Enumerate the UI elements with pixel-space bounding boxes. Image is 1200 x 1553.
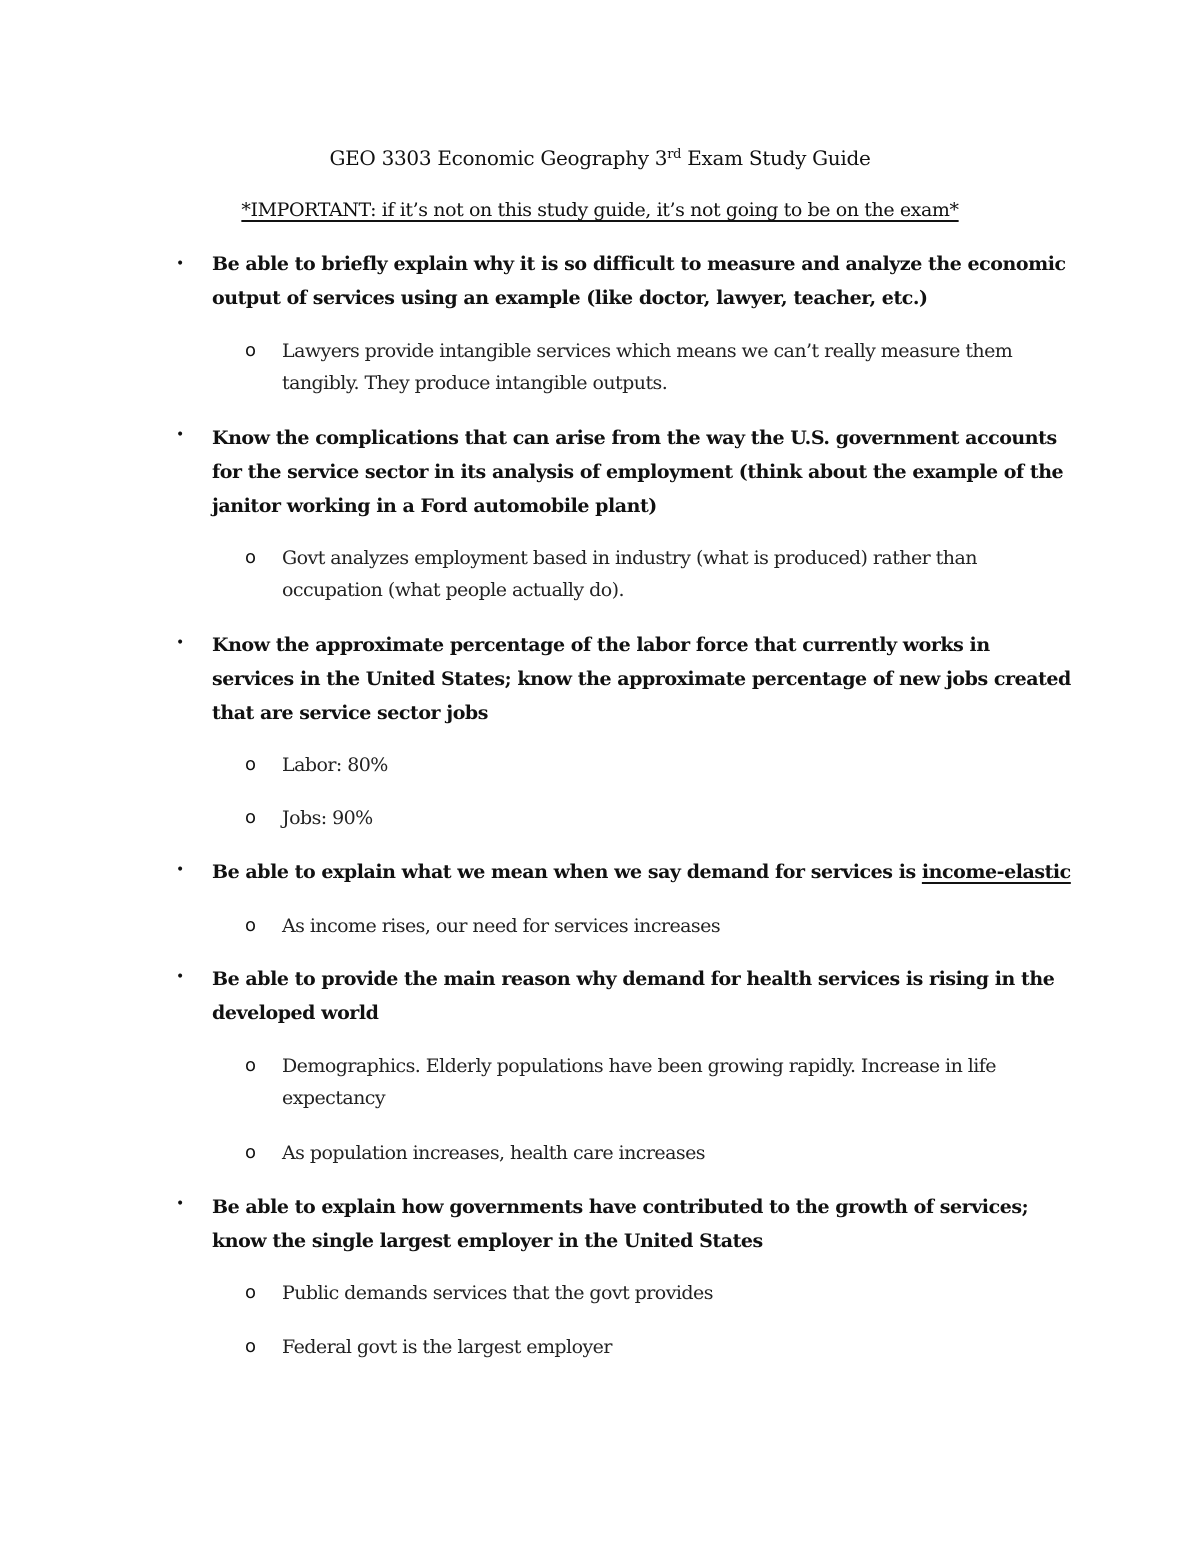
answer-2-1: Govt analyzes employment based in industry (what is produced) rather than occupation (what people actually do). [282,547,977,601]
sub-bullet-icon: o [245,1055,257,1076]
bullet-icon: • [176,427,185,443]
bullet-icon: • [176,635,185,651]
bullet-icon: • [176,256,185,272]
answer-3-1: Labor: 80% [282,754,388,776]
bullet-icon: • [176,862,185,878]
bullet-icon: • [176,1196,185,1212]
document-title [0,142,1200,174]
sub-bullet-icon: o [245,807,257,828]
answer-5-1: Demographics. Elderly populations have been growing rapidly. Increase in life expectancy [282,1055,996,1109]
question-2: Know the complications that can arise from the way the U.S. government accounts for the service sector in its analysis of employment (think about the example of the janitor working in a Ford automobile plant) [212,427,1064,517]
answer-6-1: Public demands services that the govt provides [282,1282,713,1304]
sub-bullet-icon: o [245,915,257,936]
title-rest: Exam Study Guide [681,146,871,170]
title-main: GEO 3303 Economic Geography 3 [329,146,668,170]
title-superscript: rd [667,147,682,162]
sub-bullet-icon: o [245,1142,257,1163]
question-3: Know the approximate percentage of the labor force that currently works in services in the United States; know the approximate percentage of new jobs created that are service sector jobs [212,634,1071,724]
sub-bullet-icon: o [245,340,257,361]
question-4-text: Be able to explain what we mean when we say demand for services is [212,861,922,883]
question-6: Be able to explain how governments have contributed to the growth of services; know the single largest employer in the United States [212,1196,1029,1252]
sub-bullet-icon: o [245,1282,257,1303]
important-notice: *IMPORTANT: if it’s not on this study guide, it’s not going to be on the exam* [241,199,959,221]
answer-1-1: Lawyers provide intangible services which means we can’t really measure them tangibly. They produce intangible outputs. [282,340,1013,394]
bullet-icon: • [176,969,185,985]
answer-5-2: As population increases, health care increases [282,1142,705,1164]
sub-bullet-icon: o [245,754,257,775]
answer-4-1: As income rises, our need for services increases [282,915,721,937]
answer-3-2: Jobs: 90% [282,807,373,829]
sub-bullet-icon: o [245,547,257,568]
question-4 [212,855,1072,889]
question-5: Be able to provide the main reason why demand for health services is rising in the developed world [212,968,1055,1024]
question-1: Be able to briefly explain why it is so difficult to measure and analyze the economic output of services using an example (like doctor, lawyer, teacher, etc.) [212,253,1066,309]
income-elastic-term: income-elastic [921,861,1071,883]
sub-bullet-icon: o [245,1336,257,1357]
answer-6-2: Federal govt is the largest employer [282,1336,612,1358]
